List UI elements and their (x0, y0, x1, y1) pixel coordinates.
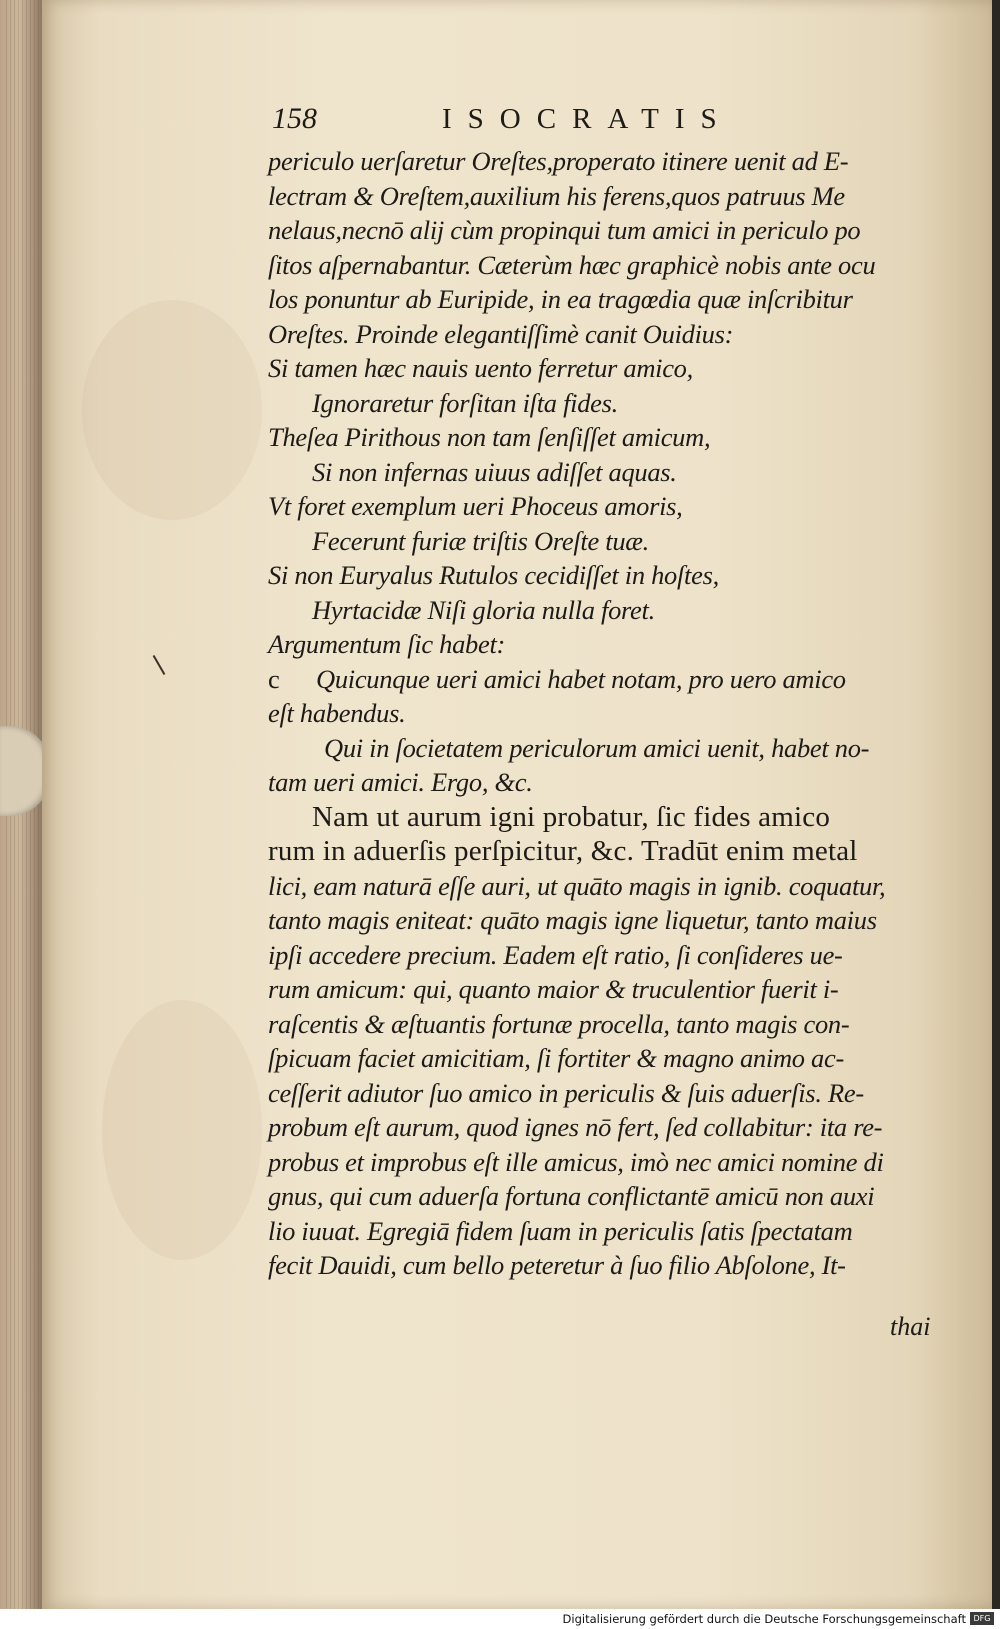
text-line: probum eſt aurum, quod ignes nō fert, ſed collabitur: ita re- (268, 1112, 883, 1142)
verse-line: Si non Euryalus Rutulos cecidiſſet in hoſtes, (268, 560, 719, 590)
verse-line: Fecerunt furiæ triſtis Oreſte tuæ. (312, 525, 649, 556)
text-line: raſcentis & æſtuantis fortunæ procella, tanto magis con- (268, 1008, 850, 1039)
paper-stain (102, 1000, 262, 1260)
dfg-logo-icon: DFG (970, 1612, 994, 1625)
verse-line: Vt foret exemplum ueri Phoceus amoris, (268, 491, 683, 521)
text-line: Argumentum ſic habet: (268, 629, 506, 659)
text-line-content: Quicunque ueri amici habet notam, pro uero amico (316, 663, 846, 694)
text-line: lici, eam naturā eſſe auri, ut quāto magis in ignib. coquatur, (268, 870, 886, 901)
digitization-footer (0, 1609, 1000, 1629)
text-line: lectram & Oreſtem,auxilium his ferens,quos patruus Me (268, 180, 845, 211)
verse-line: Si non infernas uiuus adiſſet aquas. (312, 456, 677, 487)
text-line: periculo uerſaretur Oreſtes,properato itinere uenit ad E- (268, 146, 849, 176)
text-line: Oreſtes. Proinde elegantiſſimè canit Ouidius: (268, 318, 734, 349)
text-line: eſt habendus. (268, 698, 406, 728)
text-line: gnus, qui cum aduerſa fortuna conflictantē amicū non auxi (268, 1181, 875, 1211)
verse-line: Hyrtacidæ Niſi gloria nulla foret. (312, 594, 655, 625)
argument-marker: c (268, 663, 280, 694)
funding-credit: Digitalisierung gefördert durch die Deutsche Forschungsgemeinschaft (562, 1612, 966, 1626)
text-line: rum amicum: qui, quanto maior & truculentior fuerit i- (268, 974, 839, 1004)
page-text (268, 102, 940, 1283)
text-line: rum in aduerſis perſpicitur, &c. Tradūt enim metal (268, 835, 858, 867)
text-line: ſitos aſpernabantur. Cæterùm hæc graphicè nobis ante ocu (268, 249, 876, 280)
text-line: los ponuntur ab Euripide, in ea tragœdia quæ inſcribitur (268, 284, 853, 314)
text-line: ipſi accedere precium. Eadem eſt ratio, ſi conſideres ue- (268, 939, 843, 970)
text-line: fecit Dauidi, cum bello peteretur à ſuo filio Abſolone, It- (268, 1250, 846, 1280)
text-line: tam ueri amici. Ergo, &c. (268, 767, 533, 797)
text-line: Qui in ſocietatem periculorum amici uenit, habet no- (324, 732, 870, 763)
text-line (268, 662, 940, 697)
running-head: ISOCRATIS (442, 103, 733, 135)
catchword: thai (890, 1312, 931, 1341)
page-header (268, 102, 940, 144)
text-line: Nam ut aurum igni probatur, ſic fides amico (312, 800, 831, 833)
text-line: lio iuuat. Egregiā fidem ſuam in periculis ſatis ſpectatam (268, 1215, 853, 1246)
verse-line: Ignoraretur forſitan iſta fides. (312, 387, 618, 418)
verse-line: Theſea Pirithous non tam ſenſiſſet amicum, (268, 422, 711, 452)
text-line: nelaus,necnō alij cùm propinqui tum amici in periculo po (268, 215, 861, 245)
text-line: ceſſerit adiutor ſuo amico in periculis & ſuis aduerſis. Re- (268, 1077, 864, 1108)
text-line: tanto magis eniteat: quāto magis igne liquetur, tanto maius (268, 905, 877, 935)
text-line: ſpicuam faciet amicitiam, ſi fortiter & magno animo ac- (268, 1043, 844, 1073)
text-line: probus et improbus eſt ille amicus, imò nec amici nomine di (268, 1146, 884, 1177)
paper-stain (82, 300, 262, 520)
page-number: 158 (272, 102, 317, 135)
verse-line: Si tamen hæc nauis uento ferretur amico, (268, 353, 693, 383)
